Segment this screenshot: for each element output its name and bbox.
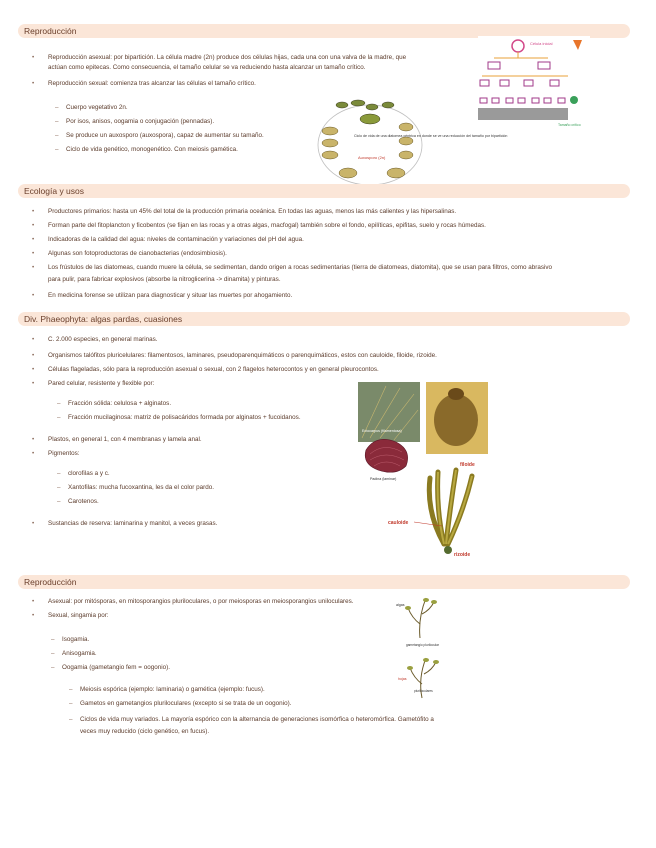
repro2-asexual: • Asexual: por mitósporas, en mitosporangios pluriloculares, o por meiosporas en meiosporangios uniloculares.	[48, 598, 354, 606]
padina-label: Padina (laminar)	[370, 477, 397, 481]
repro-sub-1: – Cuerpo vegetativo 2n.	[66, 104, 128, 112]
filoide-label: filoide	[460, 462, 475, 468]
phaeo-bullet-5: • Plastos, en general 1, con 4 membranas y lamela anal.	[48, 436, 202, 444]
phaeo-bullet-7: • Sustancias de reserva: laminarina y manitol, a veces grasas.	[48, 520, 217, 528]
repro-asexual-line1: • Reproducción asexual: por bipartición. La célula madre (2n) produce dos células hijas, cada una con una valva de la madre, que	[48, 54, 406, 62]
phaeo-bullet-1: • C. 2.000 especies, en general marinas.	[48, 336, 158, 344]
phaeo-bullet-2: • Organismos talófitos pluricelulares: filamentosos, laminares, pseudoparenquimáticos o parenquimáticos, estos con cauloide, filoide, rizoide.	[48, 352, 437, 360]
phaeo-sub-2: – Fracción mucilaginosa: matriz de polisacáridos formada por alginatos + fucoidanos.	[68, 414, 301, 422]
repro2-sub-1: – Isogamia.	[62, 636, 89, 644]
pluriloculares-label: pluriloculares	[414, 689, 433, 693]
eco-bullet-6: • En medicina forense se utilizan para diagnosticar y situar las muertes por ahogamiento.	[48, 292, 292, 300]
eco-bullet-5-line1: • Los frústulos de las diatomeas, cuando muere la célula, se sedimentan, dando origen a rocas sedimentarias (tierra de diatomeas, diatomita), que se usan para filtros, como abrasivo	[48, 264, 552, 272]
repro2-sexual: • Sexual, singamia por:	[48, 612, 109, 620]
repro2-detail-1: – Meiosis espórica (ejemplo: laminaria) o gamética (ejemplo: fucus).	[80, 686, 265, 694]
repro2-detail-3-line1: – Ciclos de vida muy variados. La mayoría espórico con la alternancia de generaciones isomórfica o heteromórfica. Gametófito a	[80, 716, 434, 724]
repro-sexual: • Reproducción sexual: comienza tras alcanzar las células el tamaño crítico.	[48, 80, 256, 88]
eco-bullet-4: • Algunas son fotoproductoras de cianobacterias (endosimbiosis).	[48, 250, 227, 258]
eco-bullet-1: • Productores primarios: hasta un 45% del total de la producción primaria oceánica. En todas las aguas, menos las más calientes y las hipersalinas.	[48, 208, 456, 216]
repro2-sub-2: – Anisogamia.	[62, 650, 97, 658]
repro2-detail-3-line2: veces muy reducido (ciclo genético, en fucus).	[80, 728, 210, 735]
auxospore-lifecycle-figure	[314, 95, 508, 187]
repro2-sub-3: – Oogamia (gametangio fem = oogonio).	[62, 664, 170, 672]
phaeo-sub-1: – Fracción sólida: celulosa + alginatos.	[68, 400, 171, 408]
cauloide-label: cauloide	[388, 520, 409, 526]
phaeo-bullet-6: • Pigmentos:	[48, 450, 80, 458]
eco-bullet-3: • Indicadoras de la calidad del agua: niveles de contaminación y variaciones del pH del agua.	[48, 236, 304, 244]
section-header-reproduccion-2: Reproducción	[18, 575, 630, 589]
gametangio-label: gametangio plurilocular	[406, 643, 439, 647]
section-header-ecologia: Ecología y usos	[18, 184, 630, 198]
auxospore-caption: Ciclo de vida de una diatomea céntrica en donde se ve una reducción del tamaño por bipartición	[354, 134, 508, 138]
repro-asexual-line2: actúan como epitecas. Como consecuencia, el tamaño celular se va reduciendo hasta alcanzar un tamaño crítico.	[48, 64, 366, 71]
celula-inicial-label: Célula inicial	[530, 41, 553, 46]
brown-algae-figure	[356, 380, 492, 562]
rizoide-label: rizoide	[454, 552, 471, 558]
eco-bullet-5-line2: para pulir, para fabricar explosivos (absorbe la nitroglicerina -> dinamita) y pinturas.	[48, 276, 281, 283]
tamano-critico-label: Tamaño crítico	[558, 123, 581, 127]
pigment-2: – Xantofilas: mucha fucoxantina, les da el color pardo.	[68, 484, 214, 492]
repro2-detail-2: – Gametos en gametangios pluriloculares (excepto si se trata de un oogonio).	[80, 700, 291, 708]
section-header-reproduccion: Reproducción	[18, 24, 630, 38]
diatom-division-diagram	[478, 36, 590, 128]
eco-bullet-2: • Forman parte del fitoplancton y ficobentos (se fijan en las rocas y a otras algas, macfogal) también sobre el fondo, epilíticas, epifitas, suelo y rocas húmedas.	[48, 222, 486, 230]
hojas-label: hojas	[398, 677, 407, 681]
algas-label: algas	[396, 603, 405, 607]
seaweed-sketch-figure	[396, 594, 444, 704]
ectocarpus-label: Ectocarpus (filamentosa)	[362, 429, 402, 433]
pigment-1: – clorofilas a y c.	[68, 470, 110, 478]
section-header-phaeophyta: Div. Phaeophyta: algas pardas, cuasiones	[18, 312, 630, 326]
phaeo-bullet-4: • Pared celular, resistente y flexible por:	[48, 380, 154, 388]
repro-sub-3: – Se produce un auxosporo (auxospora), capaz de aumentar su tamaño.	[66, 132, 264, 140]
repro-sub-2: – Por isos, anisos, oogamia o conjugación (pennadas).	[66, 118, 214, 126]
pigment-3: – Carotenos.	[68, 498, 99, 506]
auxospore-label: Auxosporo (2n)	[358, 155, 386, 160]
repro-sub-4: – Ciclo de vida genético, monogenético. Con meiosis gamética.	[66, 146, 238, 154]
phaeo-bullet-3: • Células flageladas, sólo para la reproducción asexual o sexual, con 2 flagelos heterocontos y en general pleurocontos.	[48, 366, 379, 374]
